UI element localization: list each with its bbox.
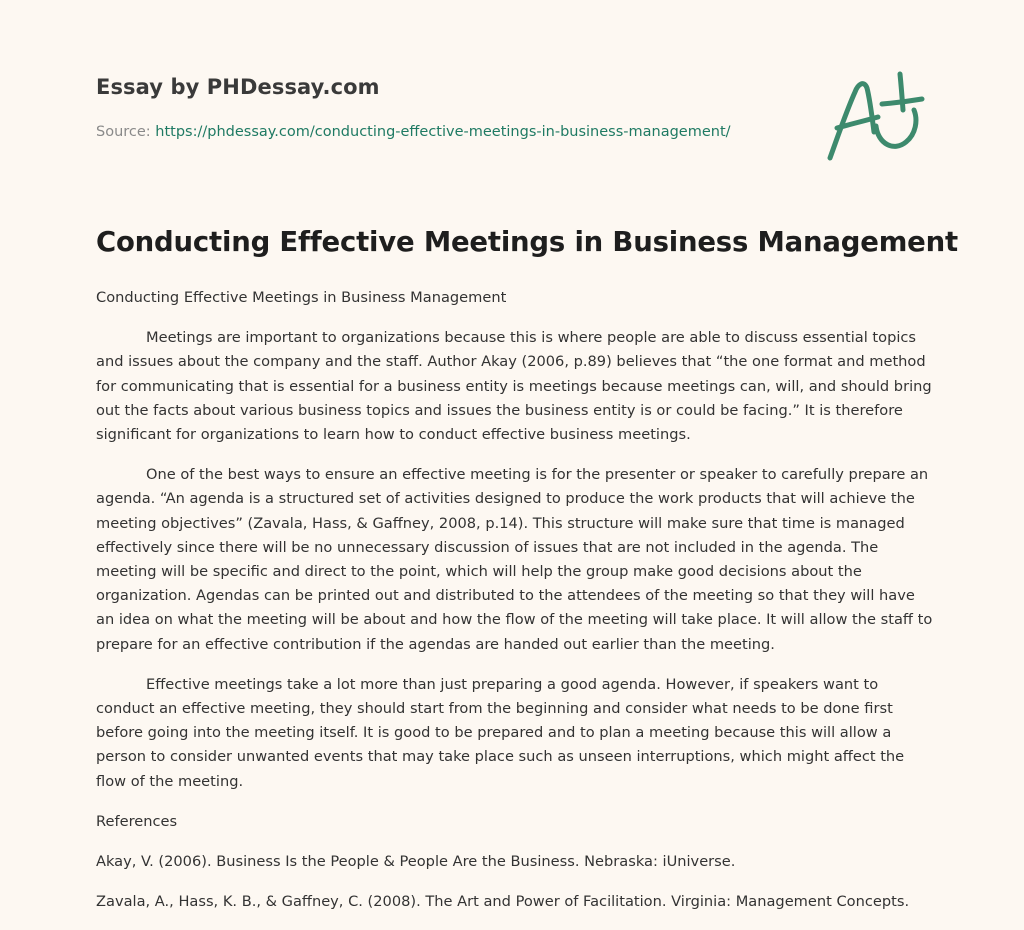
a-plus-logo-icon xyxy=(818,66,928,166)
essay-title: Conducting Effective Meetings in Business Management xyxy=(96,226,958,258)
a-plus-logo-svg xyxy=(818,66,928,166)
paragraph: One of the best ways to ensure an effective meeting is for the presenter or speaker to carefully prepare an agenda. “An agenda is a structured set of activities designed to produce the work products that will achieve the meeting objectives” (Zavala, Hass, & Gaffney, 2008, p.14). This structure will make sure that time is managed effectively since there will be no unnecessary discussion of issues that are not included in the agenda. The meeting will be specific and direct to the point, which will help the group make good decisions about the organization. Agendas can be printed out and distributed to the attendees of the meeting so that they will have an idea on what the meeting will be about and how the flow of the meeting will take place. It will allow the staff to prepare for an effective contribution if the agendas are handed out earlier than the meeting. xyxy=(96,466,933,653)
essay-subtitle: Conducting Effective Meetings in Business Management xyxy=(96,289,507,306)
reference-item: Zavala, A., Hass, K. B., & Gaffney, C. (2008). The Art and Power of Facilitation. Virginia: Management Concepts. xyxy=(96,893,910,911)
references-heading: References xyxy=(96,812,178,830)
source-line xyxy=(96,124,731,140)
essay-body xyxy=(96,286,936,930)
source-link[interactable]: https://phdessay.com/conducting-effective-meetings-in-business-management/ xyxy=(155,124,731,140)
site-brand: Essay by PHDessay.com xyxy=(96,75,380,99)
paragraph: Effective meetings take a lot more than just preparing a good agenda. However, if speakers want to conduct an effective meeting, they should start from the beginning and consider what needs to be done first before going into the meeting itself. It is good to be prepared and to plan a meeting because this will allow a person to consider unwanted events that may take place such as unseen interruptions, which might affect the flow of the meeting. xyxy=(96,675,905,790)
source-label: Source: xyxy=(96,124,151,140)
reference-item: Akay, V. (2006). Business Is the People & People Are the Business. Nebraska: iUniverse. xyxy=(96,853,736,871)
paragraph: Meetings are important to organizations because this is where people are able to discuss essential topics and issues about the company and the staff. Author Akay (2006, p.89) believes that “the one format and method for communicating that is essential for a business entity is meetings because meetings can, will, and should bring out the facts about various business topics and issues the business entity is or could be facing.” It is therefore significant for organizations to learn how to conduct effective business meetings. xyxy=(96,329,932,444)
